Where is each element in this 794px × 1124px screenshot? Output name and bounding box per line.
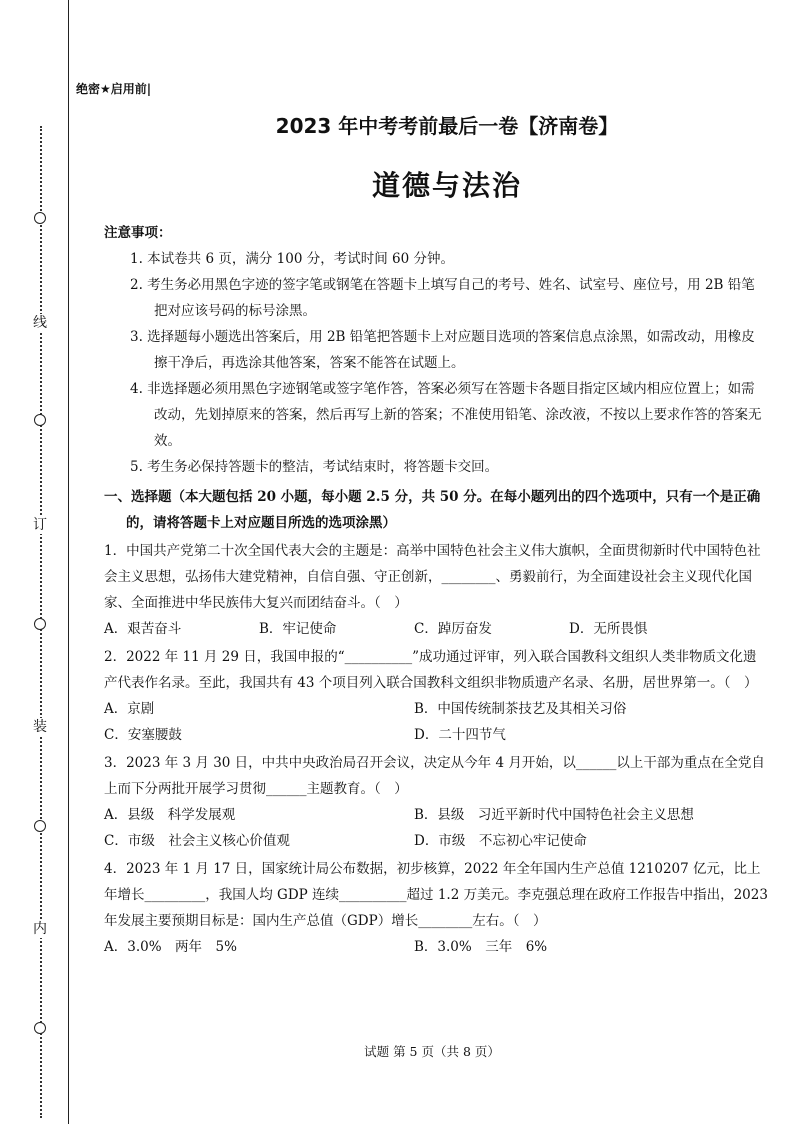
binding-hole bbox=[34, 1022, 46, 1034]
margin-border-line bbox=[68, 0, 69, 1124]
notice-item: 2. 考生务必用黑色字迹的签字笔或钢笔在答题卡上填写自己的考号、姓名、试室号、座位号，用 2B 铅笔把对应该号码的标号涂黑。 bbox=[130, 277, 755, 319]
notice-item: 5. 考生务必保持答题卡的整洁，考试结束时，将答题卡交回。 bbox=[130, 459, 499, 475]
option-d: D．二十四节气 bbox=[414, 727, 506, 743]
question-options bbox=[104, 934, 768, 960]
subject-title: 道德与法治 bbox=[371, 169, 522, 202]
binding-hole bbox=[34, 212, 46, 224]
question-options bbox=[104, 802, 768, 828]
option-d: D．无所畏惧 bbox=[569, 621, 648, 637]
notice-item: 3. 选择题每小题选出答案后，用 2B 铅笔把答题卡上对应题目选项的答案信息点涂黑，如需改动，用橡皮擦干净后，再选涂其他答案，答案不能答在试题上。 bbox=[130, 329, 755, 371]
exam-title: 2023 年中考考前最后一卷【济南卷】 bbox=[275, 114, 619, 138]
question-stem: 4．2023 年 1 月 17 日，国家统计局公布数据，初步核算，2022 年全年国内生产总值 1210207 亿元，比上年增长_________，我国人均 GDP 连续__________超过 1.2 万美元。李克强总理在政府工作报告中指出，2023 年发展主要预期目标是：国内生产总值（GDP）增长________左右。（ ） bbox=[104, 861, 768, 929]
question-1 bbox=[104, 538, 768, 642]
option-c: C．踔厉奋发 bbox=[414, 621, 492, 637]
binding-hole bbox=[34, 618, 46, 630]
option-b: B．3.0% 三年 6% bbox=[414, 939, 548, 955]
binding-hole bbox=[34, 414, 46, 426]
question-3 bbox=[104, 750, 768, 854]
confidential-mark: 绝密★启用前| bbox=[76, 82, 152, 96]
question-options bbox=[104, 722, 768, 748]
question-4 bbox=[104, 856, 768, 960]
question-stem: 1．中国共产党第二十次全国代表大会的主题是：高举中国特色社会主义伟大旗帜，全面贯彻新时代中国特色社会主义思想，弘扬伟大建党精神，自信自强、守正创新，________、勇毅前行，为全面建设社会主义现代化国家、全面推进中华民族伟大复兴而团结奋斗。（ ） bbox=[104, 543, 761, 611]
question-2 bbox=[104, 644, 768, 748]
question-options bbox=[104, 828, 768, 854]
option-a: A．3.0% 两年 5% bbox=[104, 939, 237, 955]
option-a: A．京剧 bbox=[104, 701, 155, 717]
option-c: C．市级 社会主义核心价值观 bbox=[104, 833, 290, 849]
option-b: B．中国传统制茶技艺及其相关习俗 bbox=[414, 701, 627, 717]
page-footer: 试题 第 5 页（共 8 页） bbox=[364, 1044, 500, 1059]
binding-gutter bbox=[0, 0, 70, 1124]
option-b: B．牢记使命 bbox=[259, 621, 337, 637]
option-a: A．艰苦奋斗 bbox=[104, 621, 182, 637]
question-stem: 2．2022 年 11 月 29 日，我国申报的“__________”成功通过评审，列入联合国教科文组织人类非物质文化遗产代表作名录。至此，我国共有 43 个项目列入联合国教科文组织非物质遗产名录、名册，居世界第一。（ ） bbox=[104, 649, 758, 691]
notice-item: 4. 非选择题必须用黑色字迹钢笔或签字笔作答，答案必须写在答题卡各题目指定区域内相应位置上；如需改动，先划掉原来的答案，然后再写上新的答案；不准使用铅笔、涂改液，不按以上要求作答的答案无效。 bbox=[130, 381, 762, 449]
question-stem: 3．2023 年 3 月 30 日，中共中央政治局召开会议，决定从今年 4 月开始，以______以上干部为重点在全党自上而下分两批开展学习贯彻______主题教育。（ ） bbox=[104, 755, 765, 797]
binding-hole bbox=[34, 820, 46, 832]
option-b: B．县级 习近平新时代中国特色社会主义思想 bbox=[414, 807, 694, 823]
gutter-char-nei: 内 bbox=[30, 920, 50, 938]
option-a: A．县级 科学发展观 bbox=[104, 807, 236, 823]
question-options bbox=[104, 696, 768, 722]
notice-heading: 注意事项： bbox=[104, 225, 172, 241]
option-c: C．安塞腰鼓 bbox=[104, 727, 182, 743]
gutter-char-xian: 线 bbox=[30, 314, 50, 332]
question-options bbox=[104, 616, 768, 642]
exam-content bbox=[104, 220, 768, 960]
option-d: D．市级 不忘初心牢记使命 bbox=[414, 833, 587, 849]
notice-item: 1. 本试卷共 6 页，满分 100 分，考试时间 60 分钟。 bbox=[130, 251, 454, 267]
gutter-char-zhuang: 装 bbox=[30, 718, 50, 736]
gutter-char-ding: 订 bbox=[30, 516, 50, 534]
section-title: 一、选择题（本大题包括 20 小题，每小题 2.5 分，共 50 分。在每小题列出的四个选项中，只有一个是正确的，请将答题卡上对应题目所选的选项涂黑） bbox=[104, 489, 761, 531]
